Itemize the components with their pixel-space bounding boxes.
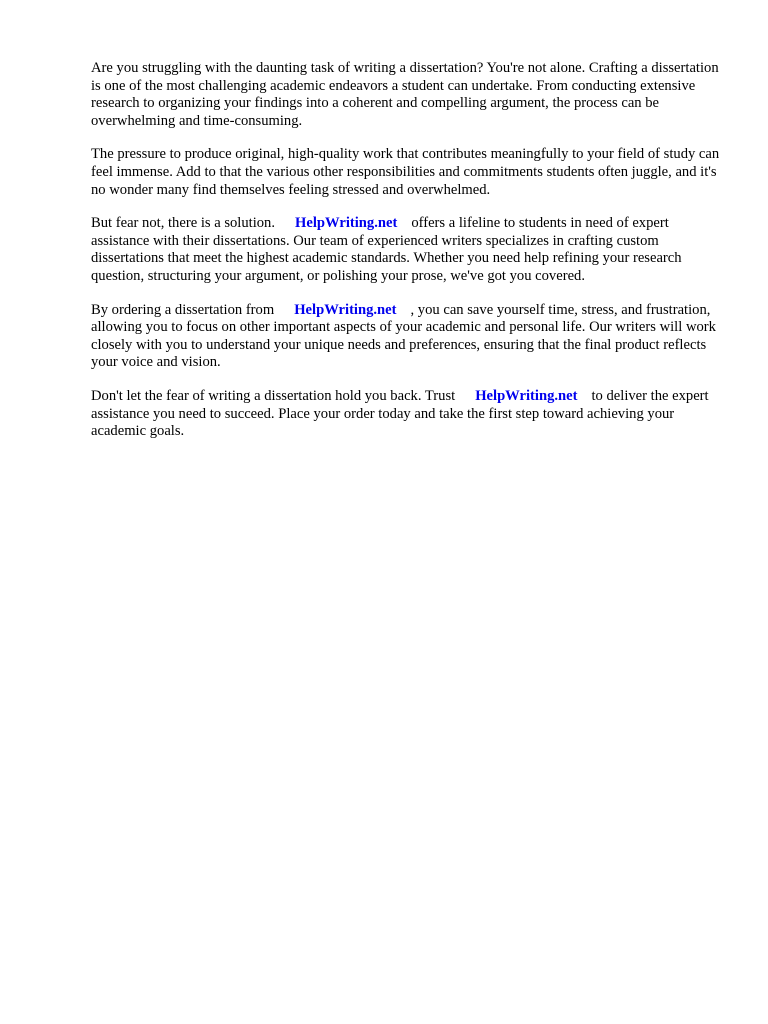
paragraph-solution-lead: But fear not, there is a solution. — [91, 215, 276, 232]
paragraph-pressure: The pressure to produce original, high-quality work that contributes meaningfully to your field of study can feel immense. Add to that the various other responsibilities and commitments students often juggle, and it's no wonder many find themselves feeling stressed and overwhelmed. — [91, 146, 720, 198]
paragraph-ordering — [91, 302, 723, 372]
paragraph-solution — [91, 215, 723, 285]
paragraph-ordering-rest: , you can save yourself time, stress, and frustration, allowing you to focus on other important aspects of your academic and personal life. Our writers will work closely with you to understand your unique needs and preferences, ensuring that the final product reflects your voice and vision. — [91, 301, 716, 371]
paragraph-closing-rest: to deliver the expert assistance you need to succeed. Place your order today and take the first step toward achieving your academic goals. — [91, 387, 709, 440]
helpwriting-link[interactable]: HelpWriting.net — [294, 301, 397, 318]
paragraph-solution-rest: offers a lifeline to students in need of expert assistance with their dissertations. Our team of experienced writers specializes in crafting custom dissertations that meet the highest academic standards. Whether you need help refining your research question, structuring your argument, or polishing your prose, we've got you covered. — [91, 215, 682, 284]
paragraph-closing-lead: Don't let the fear of writing a dissertation hold you back. Trust — [91, 387, 456, 404]
helpwriting-link[interactable]: HelpWriting.net — [295, 215, 398, 232]
paragraph-closing — [91, 388, 723, 441]
paragraph-intro: Are you struggling with the daunting task of writing a dissertation? You're not alone. Crafting a dissertation is one of the most challenging academic endeavors a student can undertake. From conducting extensive research to organizing your findings into a coherent and compelling argument, the process can be overwhelming and time-consuming. — [91, 60, 719, 129]
helpwriting-link[interactable]: HelpWriting.net — [475, 387, 578, 404]
paragraph-ordering-lead: By ordering a dissertation from — [91, 301, 275, 318]
document-page — [91, 60, 723, 457]
